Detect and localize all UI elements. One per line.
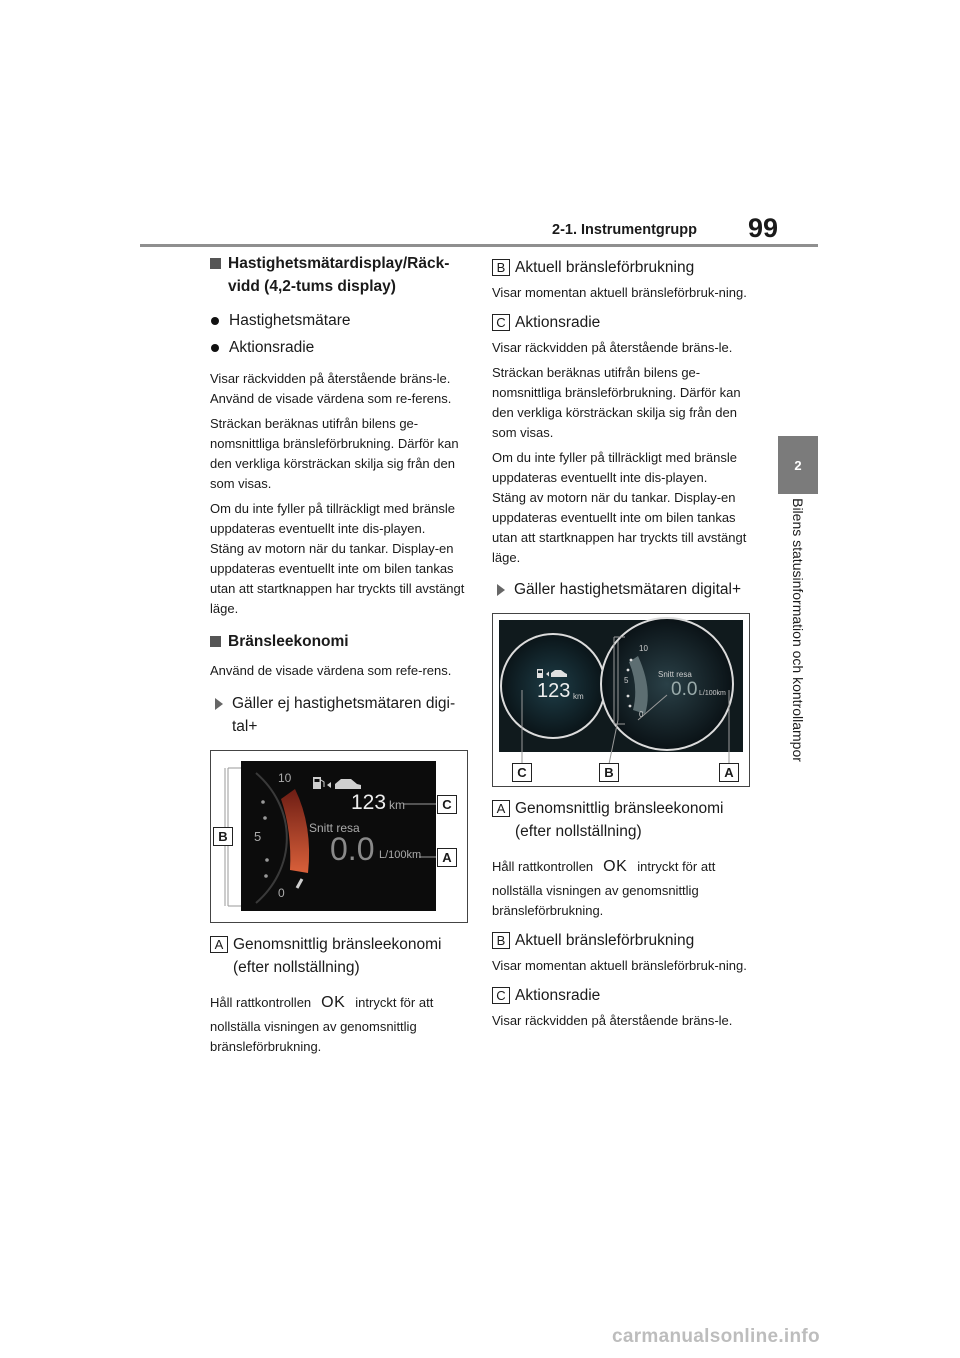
chapter-tab-label: Bilens statusinformation och kontrollampor bbox=[790, 498, 806, 762]
economy-unit: L/100km bbox=[699, 690, 726, 697]
arrow-right-icon bbox=[497, 584, 505, 596]
range-value: 123 bbox=[351, 791, 387, 814]
legend-letter: B bbox=[492, 932, 510, 949]
paragraph: Stäng av motorn när du tankar. Display-en uppdateras eventuellt inte om bilen tankas utan att startknappen har tryckts till avstängt läge. bbox=[492, 490, 747, 565]
scale-label: 10 bbox=[639, 644, 648, 653]
paragraph: Om du inte fyller på tillräckligt med bränsle uppdateras eventuellt inte dis-playen. bbox=[492, 450, 737, 485]
trip-label: Snitt resa bbox=[658, 670, 692, 679]
callout-a: A bbox=[437, 848, 457, 867]
callout-b: B bbox=[599, 763, 619, 782]
figure-display-digital bbox=[492, 613, 750, 787]
paragraph: nollställa visningen av genomsnittlig bränsleförbrukning. bbox=[210, 1019, 417, 1054]
economy-unit: L/100km bbox=[379, 849, 422, 861]
arrow-right-icon bbox=[215, 698, 223, 710]
legend-item-b: B Aktuell bränsleförbrukning bbox=[492, 256, 750, 279]
page-number: 99 bbox=[748, 213, 779, 243]
legend-letter: B bbox=[492, 259, 510, 276]
range-value: 123 bbox=[537, 680, 571, 702]
applies-note: Gäller ej hastighetsmätaren digi-tal+ bbox=[210, 692, 468, 738]
paragraph: Sträckan beräknas utifrån bilens ge-nomsnittliga bränsleförbrukning. Därför kan den verkliga körsträckan skilja sig från den som visas. bbox=[492, 365, 741, 440]
square-bullet-icon bbox=[210, 636, 221, 647]
paragraph: nollställa visningen av genomsnittlig bränsleförbrukning. bbox=[492, 883, 699, 918]
paragraph: Visar momentan aktuell bränsleförbruk-ning. bbox=[492, 958, 747, 973]
watermark: carmanualsonline.info bbox=[612, 1326, 820, 1347]
bullet-dot-icon bbox=[211, 344, 219, 352]
legend-letter: C bbox=[492, 314, 510, 331]
paragraph: Sträckan beräknas utifrån bilens ge-nomsnittliga bränsleförbrukning. Därför kan den verkliga körsträckan skilja sig från den som visas. bbox=[210, 416, 459, 491]
paragraph: Visar räckvidden på återstående bräns-le. bbox=[492, 1013, 733, 1028]
callout-a: A bbox=[719, 763, 739, 782]
legend-item-c: C Aktionsradie bbox=[492, 984, 750, 1007]
scale-label: 10 bbox=[278, 771, 292, 785]
callout-b: B bbox=[213, 827, 233, 846]
reset-instruction: Håll rattkontrollen OK intryckt för att bbox=[492, 858, 716, 875]
square-bullet-icon bbox=[210, 258, 221, 269]
section-title: 2-1. Instrumentgrupp bbox=[552, 222, 698, 238]
ok-key-icon: OK bbox=[603, 858, 628, 875]
figure-display-small bbox=[210, 750, 468, 923]
legend-letter: A bbox=[492, 800, 510, 817]
economy-value: 0.0 bbox=[330, 831, 375, 867]
scale-label: 0 bbox=[639, 710, 644, 719]
legend-letter: C bbox=[492, 987, 510, 1004]
left-column bbox=[210, 252, 468, 1062]
bullet-item: Hastighetsmätare bbox=[210, 310, 468, 332]
range-unit: km bbox=[389, 798, 405, 812]
section-heading: Hastighetsmätardisplay/Räck-vidd (4,2-tums display) bbox=[210, 252, 468, 298]
legend-item-b: B Aktuell bränsleförbrukning bbox=[492, 929, 750, 952]
display-illustration bbox=[493, 614, 749, 786]
section-heading: Bränsleekonomi bbox=[210, 630, 468, 653]
paragraph: Visar räckvidden på återstående bräns-le. Använd de visade värdena som re-ferens. bbox=[210, 371, 452, 406]
paragraph: Använd de visade värdena som refe-rens. bbox=[210, 663, 452, 678]
trip-label: Snitt resa bbox=[309, 821, 360, 835]
paragraph: Om du inte fyller på tillräckligt med bränsle uppdateras eventuellt inte dis-playen. bbox=[210, 501, 455, 536]
right-column bbox=[492, 256, 750, 1036]
callout-c: C bbox=[512, 763, 532, 782]
applies-note: Gäller hastighetsmätaren digital+ bbox=[492, 578, 750, 601]
bullet-dot-icon bbox=[211, 317, 219, 325]
scale-label: 0 bbox=[278, 886, 285, 900]
scale-label: 5 bbox=[624, 676, 629, 685]
legend-item-a: A Genomsnittlig bränsleekonomi (efter nollställning) bbox=[210, 933, 468, 979]
reset-instruction: Håll rattkontrollen OK intryckt för att bbox=[210, 994, 434, 1011]
range-unit: km bbox=[573, 692, 584, 701]
paragraph: Stäng av motorn när du tankar. Display-en uppdateras eventuellt inte om bilen tankas utan att startknappen har tryckts till avstängt läge. bbox=[210, 541, 465, 616]
header-divider bbox=[140, 244, 818, 247]
paragraph: Visar momentan aktuell bränsleförbruk-ning. bbox=[492, 285, 747, 300]
legend-item-a: A Genomsnittlig bränsleekonomi (efter nollställning) bbox=[492, 797, 750, 843]
legend-letter: A bbox=[210, 936, 228, 953]
bullet-item: Aktionsradie bbox=[210, 337, 468, 359]
economy-value: 0.0 bbox=[671, 679, 698, 700]
scale-label: 5 bbox=[254, 829, 262, 844]
paragraph: Visar räckvidden på återstående bräns-le. bbox=[492, 340, 733, 355]
legend-item-c: C Aktionsradie bbox=[492, 311, 750, 334]
chapter-tab[interactable]: 2 bbox=[778, 436, 818, 494]
fuel-pump-icon bbox=[537, 669, 543, 678]
ok-key-icon: OK bbox=[321, 994, 346, 1011]
callout-c: C bbox=[437, 795, 457, 814]
